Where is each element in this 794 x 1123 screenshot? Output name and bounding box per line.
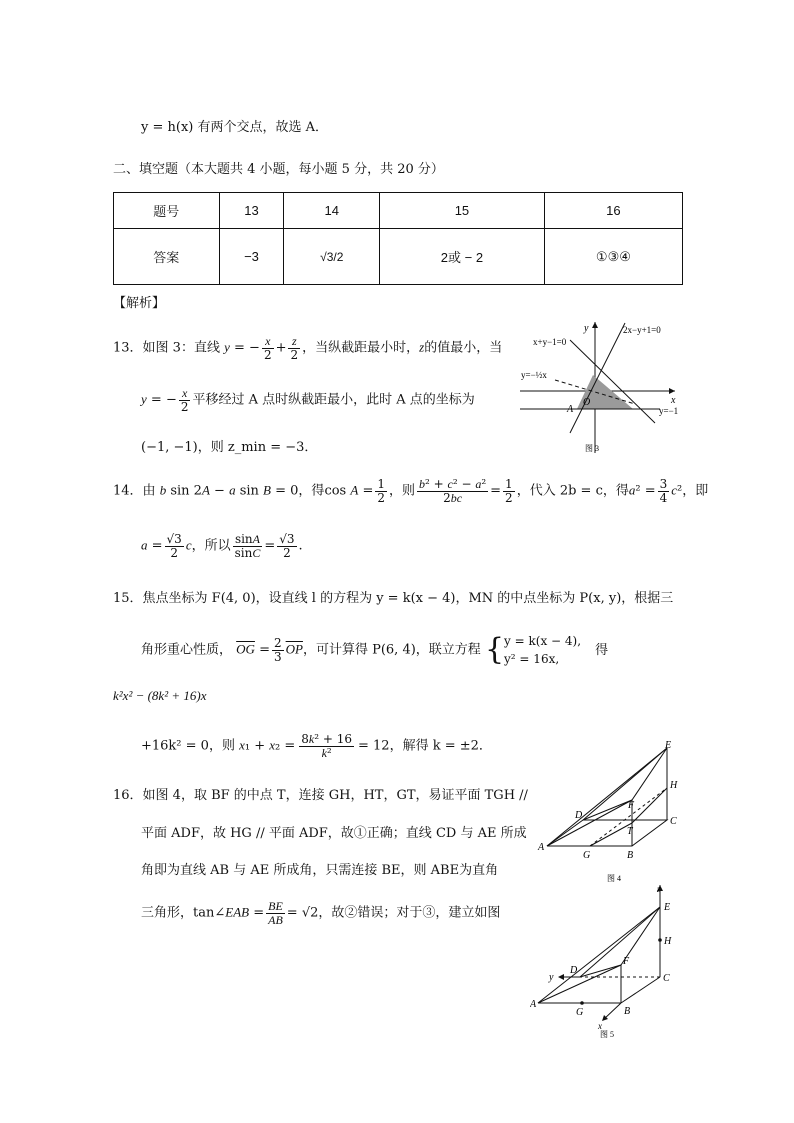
fig5-label: D bbox=[570, 965, 578, 976]
q14-text: ，即 bbox=[682, 483, 709, 499]
q13-line3: (−1, −1)，则 z_min = −3． bbox=[141, 440, 318, 455]
q15-line1: 15．焦点坐标为 F(4, 0)，设直线 l 的方程为 y = k(x − 4)，MN 的中点坐标为 P(x, y)，根据三 bbox=[113, 591, 674, 606]
fig4-label: E bbox=[665, 740, 672, 751]
fig5-label: x bbox=[598, 1021, 602, 1031]
fig3-label: y=−1 bbox=[659, 406, 679, 416]
table-cell: ①③④ bbox=[544, 229, 682, 285]
fig5-label: H bbox=[664, 936, 672, 947]
q13-text: 13．如图 3：直线 bbox=[113, 340, 220, 356]
fig3-label: y=−½x bbox=[521, 370, 547, 380]
fig4-label: C bbox=[670, 816, 677, 827]
fig4-label: B bbox=[627, 850, 634, 861]
fig5-label: C bbox=[663, 973, 670, 984]
q15-line4: +16k² = 0，则 x₁ + x₂ = $\frac{\text{8k² + 16}}{\text{k²}}$ = 12，解得 k = ±2． bbox=[141, 732, 492, 760]
section-title: 二、填空题（本大题共 4 小题，每小题 5 分，共 20 分） bbox=[113, 162, 444, 177]
fig3-label: A bbox=[567, 404, 574, 415]
q16-line1: 16．如图 4，取 BF 的中点 T，连接 GH，HT，GT，易证平面 TGH // bbox=[113, 788, 528, 803]
table-row bbox=[114, 229, 683, 285]
table-cell: 14 bbox=[284, 193, 380, 229]
q16-line3: 角即为直线 AB 与 AE 所成角，只需连接 BE，则 ABE为直角 bbox=[141, 863, 499, 878]
table-cell: 2或 − 2 bbox=[380, 229, 545, 285]
figure-5 bbox=[530, 880, 685, 1040]
fig4-label: F bbox=[628, 800, 635, 811]
figure-4 bbox=[535, 738, 685, 888]
table-cell: 13 bbox=[219, 193, 284, 229]
fig4-label: G bbox=[583, 850, 591, 861]
fig4-caption: 图 4 bbox=[607, 874, 621, 883]
fig4-label: T bbox=[627, 826, 633, 837]
q16-line4: 三角形，tan∠EAB = $\frac{BE}{AB}$ = √2，故②错误；对于③，建立如图 bbox=[141, 899, 501, 927]
q13-line1: 13．如图 3：直线 y = − $\frac{x}{2}$ + $\frac{z}{2}$ ，当纵截距最小时，z的值最小，当 bbox=[113, 334, 503, 362]
q15-text: ，解得 k = ±2． bbox=[389, 738, 492, 754]
fig5-label: z bbox=[657, 884, 661, 894]
q15-eq1: y = k(x − 4), bbox=[504, 634, 582, 648]
analysis-label: 【解析】 bbox=[113, 296, 166, 311]
q14-text: 14．由 bbox=[113, 483, 156, 499]
q14-line2: a = $\frac{√3}{2}$ c，所以 $\frac{\sin A}{\sin C}$ = $\frac{√3}{2}$ . bbox=[141, 532, 303, 560]
q14-text: ，代入 2b = c，得 bbox=[516, 483, 629, 499]
fig3-caption: 图 3 bbox=[585, 444, 599, 453]
q13-line2: y = − $\frac{x}{2}$ 平移经过 A 点时纵截距最小，此时 A 点的坐标为 bbox=[141, 386, 475, 414]
fig4-label: H bbox=[670, 780, 678, 791]
q13-text: 平移经过 A 点时纵截距最小，此时 A 点的坐标为 bbox=[192, 392, 475, 408]
q14-text: ，所以 bbox=[191, 538, 231, 554]
fig5-label: E bbox=[664, 902, 671, 913]
fig5-label: G bbox=[576, 1007, 584, 1018]
q13-text: ，当纵截距最小时， bbox=[302, 340, 420, 356]
fig5-label: F bbox=[623, 956, 630, 967]
q16-text: ，故②错误；对于③，建立如图 bbox=[318, 905, 501, 921]
q14-line1: 14．由 b sin 2A − a sin B = 0，得cos A = $\frac{1}{2}$ ，则 $\frac{\text{b² + c² − a²}}{2bc}$ = $\frac{1}{2}$ ，代入 2b = c，得a² = $\frac{3}{4}$ c²，即 bbox=[113, 477, 709, 505]
fig5-label: A bbox=[530, 999, 537, 1010]
table-row bbox=[114, 193, 683, 229]
q13-text: 的值最小，当 bbox=[424, 340, 503, 356]
intro-line: y = h(x) 有两个交点，故选 A． bbox=[141, 120, 329, 135]
table-cell: 题号 bbox=[114, 193, 220, 229]
fig5-label: B bbox=[624, 1006, 631, 1017]
table-cell: −3 bbox=[219, 229, 284, 285]
fig3-label: 2x−y+1=0 bbox=[623, 325, 661, 335]
fig3-label: x bbox=[671, 395, 676, 406]
q16-text: 三角形， bbox=[141, 905, 194, 921]
q15-eq2: y² = 16x, bbox=[504, 652, 560, 666]
table-cell: 16 bbox=[544, 193, 682, 229]
fig4-label: D bbox=[575, 810, 583, 821]
answer-table bbox=[113, 192, 683, 285]
fig3-label: x+y−1=0 bbox=[533, 337, 567, 347]
q14-text: ，得 bbox=[298, 483, 325, 499]
fig5-label: y bbox=[549, 972, 554, 983]
q15-text: 角形重心性质， bbox=[141, 642, 233, 658]
figure-3 bbox=[515, 318, 690, 458]
q15-text: +16k² = 0，则 bbox=[141, 738, 235, 754]
table-cell: √3/2 bbox=[284, 229, 380, 285]
q16-line2: 平面 ADF，故 HG // 平面 ADF，故①正确；直线 CD 与 AE 所成 bbox=[141, 826, 527, 841]
q15-text: ，可计算得 P(6, 4)，联立方程 bbox=[302, 642, 481, 658]
fig3-label: y bbox=[584, 323, 589, 334]
table-cell: 答案 bbox=[114, 229, 220, 285]
q15-line2: 角形重心性质， $\overline{OG}$ = $\frac{2}{3}$ $\overline{OP}$，可计算得 P(6, 4)，联立方程 { y = k(x − 4), y² = 16x, 得 bbox=[141, 632, 609, 667]
fig5-caption: 图 5 bbox=[600, 1030, 614, 1039]
fig3-label: O bbox=[583, 397, 591, 408]
fig4-label: A bbox=[538, 842, 545, 853]
table-cell: 15 bbox=[380, 193, 545, 229]
q14-text: ，则 bbox=[388, 483, 415, 499]
q15-line3: k²x² − (8k² + 16)x bbox=[113, 688, 207, 703]
q15-text: 得 bbox=[595, 642, 609, 658]
